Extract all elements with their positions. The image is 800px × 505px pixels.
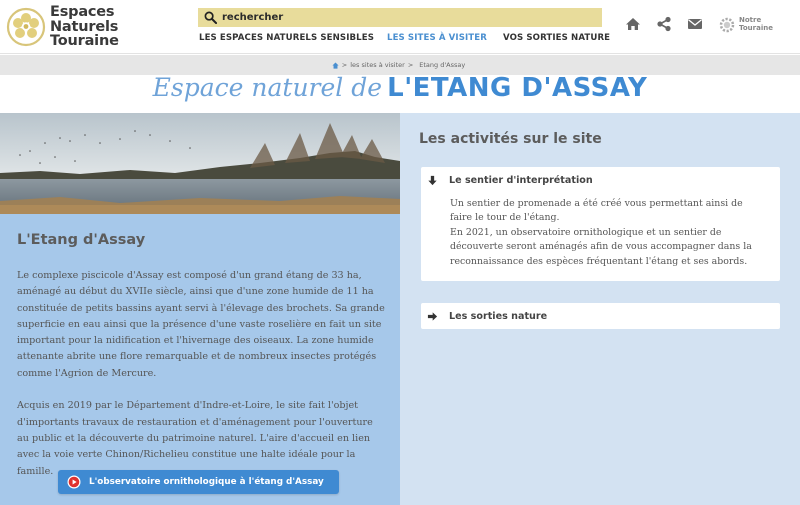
observatory-video-button[interactable] [58,470,339,494]
description-paragraph: Le complexe piscicole d'Assay est composé d'un grand étang de 33 ha, aménagé au début du XVIIe siècle, ainsi que d'une zone humide de 11 ha constituée de petits bassins ayant servi à l'élevage des brochets. Sa grande superficie en eau ainsi que la présence d'une vaste roselière en fait un site important pour la nidification et l'hivernage des oiseaux. La zone humide attenante abrite une flore remarquable et de nombreux insectes protégés comme l'Agrion de Mercure. [17,270,385,379]
home-icon[interactable] [625,16,641,32]
page-title [0,73,800,109]
accordion-text: En 2021, un observatoire ornithologique et un sentier de découverte seront aménagés afin de vous accompagner dans la reconnaissance des espèces fréquentant l'étang et ses abords. [450,226,752,267]
breadcrumb [0,55,800,75]
logo-line: Touraine [50,33,119,49]
accordion-label: Le sentier d'interprétation [449,174,593,186]
breadcrumb-separator: > [407,61,414,69]
share-icon[interactable] [656,16,672,32]
accordion-label: Les sorties nature [449,310,548,322]
observatory-video-label: L'observatoire ornithologique à l'étang d'Assay [89,477,324,487]
nav-espaces-naturels-sensibles[interactable]: LES ESPACES NATURELS SENSIBLES [199,33,374,43]
logo-line: Naturels [50,18,119,35]
nav-sorties-nature[interactable]: VOS SORTIES NATURE [503,33,611,43]
notre-touraine-link[interactable] [718,13,778,39]
accordion-header-sentier[interactable] [421,167,780,193]
accordion-sentier [421,167,780,281]
notre-line: Touraine [739,24,773,32]
accordion-header-sorties[interactable] [421,303,780,329]
site-name: L'Etang d'Assay [17,232,146,248]
pond-photo [0,113,400,214]
arrow-right-icon [427,311,438,322]
breadcrumb-sites[interactable]: les sites à visiter [350,61,405,69]
flower-logo-icon [6,7,46,47]
mail-icon[interactable] [687,16,703,32]
page-title-name: L'ETANG D'ASSAY [387,73,648,103]
site-header [0,0,800,54]
breadcrumb-separator: > [341,61,348,69]
page-title-prefix: Espace naturel de [152,73,383,102]
search-bar[interactable] [198,8,602,27]
home-icon[interactable] [332,62,339,69]
search-label: rechercher [222,12,284,23]
accordion-body-sentier [421,193,780,281]
play-icon [67,475,81,489]
activities-panel [400,113,800,505]
description-paragraph: Acquis en 2019 par le Département d'Indre-et-Loire, le site fait l'objet d'importants travaux de restauration et d'aménagement pour l'ouverture au public et la découverte du patrimoine naturel. L'aire d'accueil en lien avec la voie verte Chinon/Richelieu constitue une halte idéale pour la famille. [17,400,373,477]
accordion-text: Un sentier de promenade a été créé vous permettant ainsi de faire le tour de l'étang. [450,198,743,224]
arrow-down-icon [427,175,438,186]
breadcrumb-current: Etang d'Assay [419,61,466,69]
logo-line: Espaces [50,4,115,20]
site-description [17,268,387,496]
site-logo[interactable] [6,4,136,50]
nav-sites-a-visiter[interactable]: LES SITES À VISITER [387,33,487,43]
notre-line: Notre [739,16,762,24]
activities-title: Les activités sur le site [419,131,602,147]
accordion-sorties [421,303,780,329]
site-description-panel [0,113,400,505]
gear-logo-icon [718,16,736,34]
search-icon [204,11,217,24]
